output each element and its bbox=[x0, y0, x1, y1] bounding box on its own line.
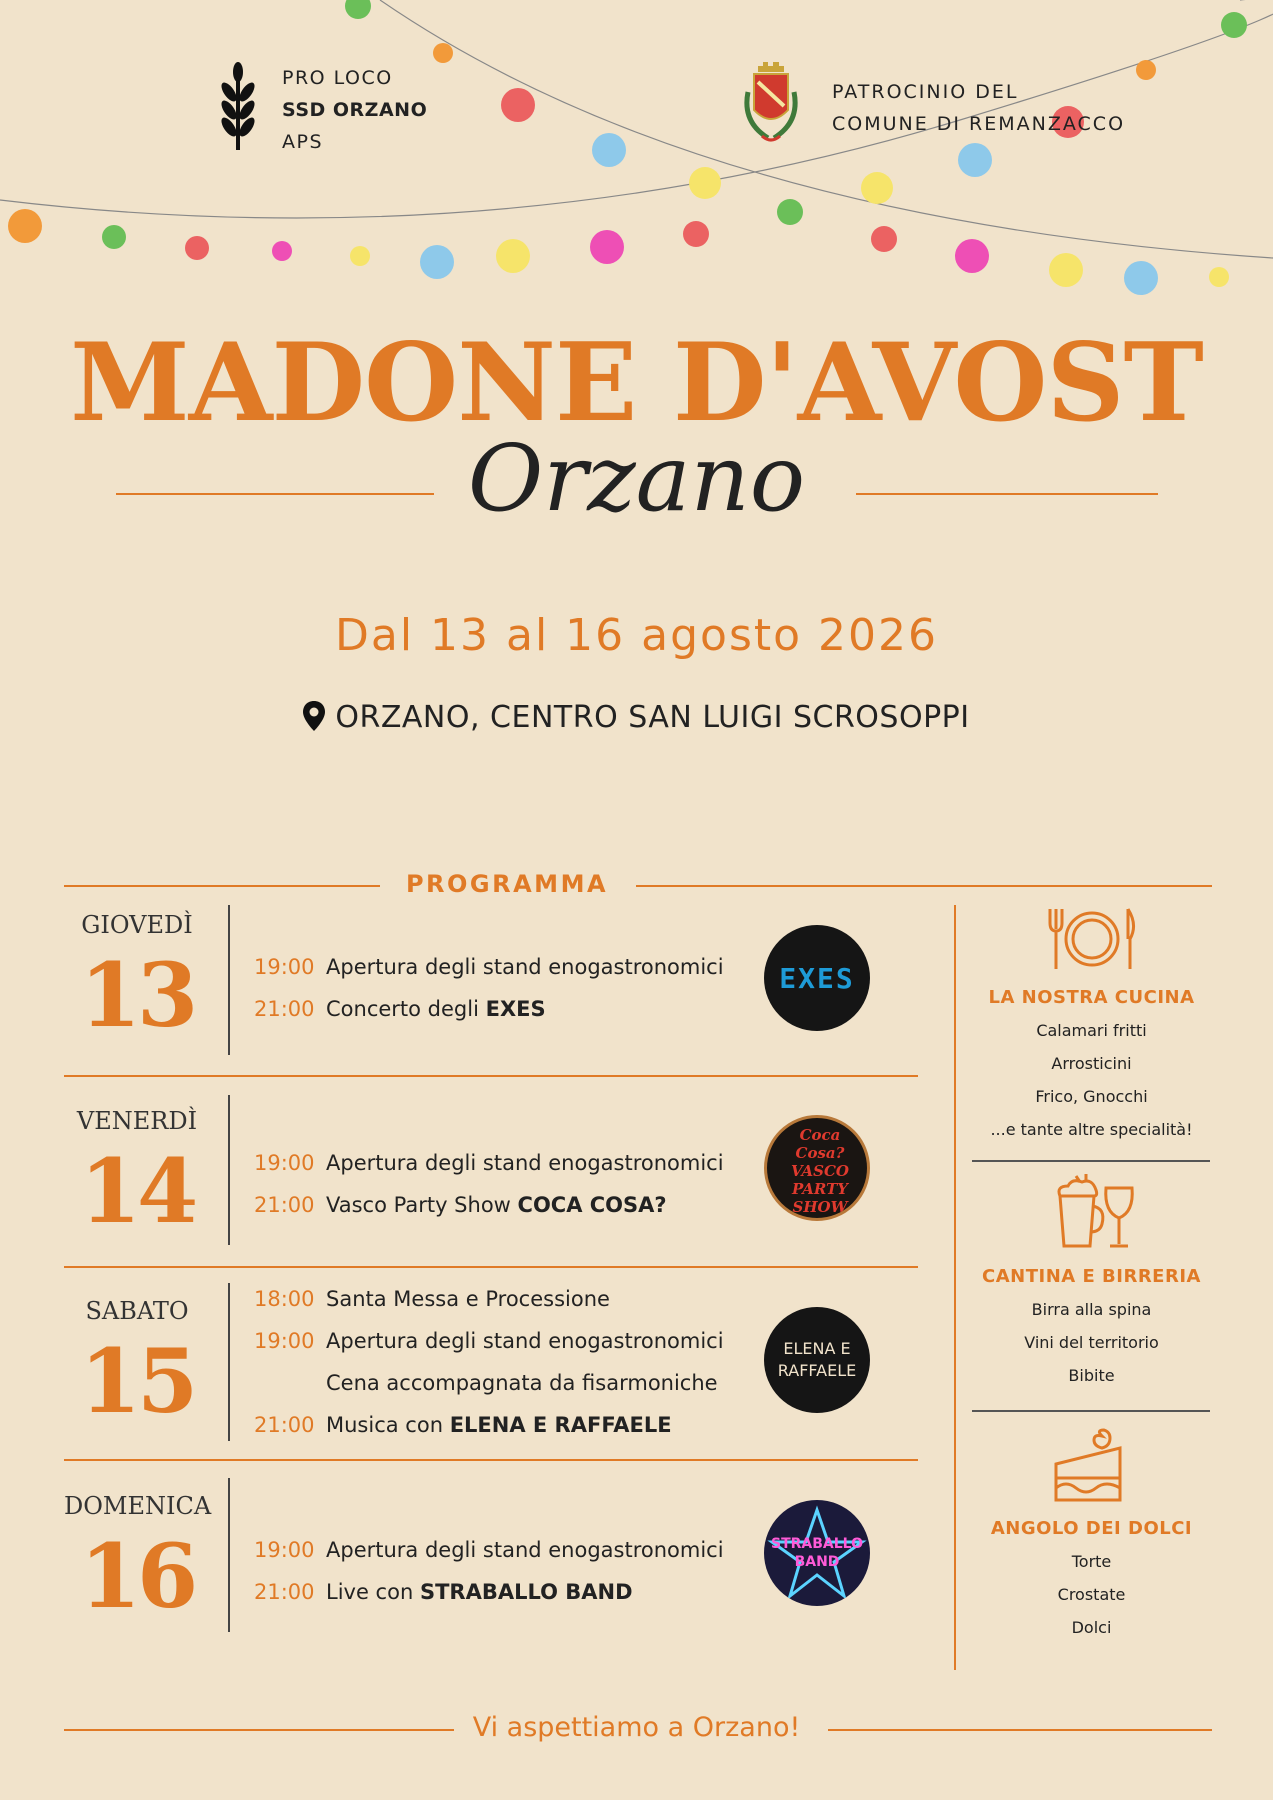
location-pin-icon bbox=[303, 701, 325, 731]
event-time: 19:00 bbox=[254, 1151, 315, 1175]
light-bulb bbox=[272, 241, 292, 261]
light-bulb bbox=[871, 226, 897, 252]
plate-cutlery-icon bbox=[1046, 905, 1138, 973]
event-location bbox=[0, 700, 1273, 735]
sidebar-separator bbox=[972, 1410, 1210, 1412]
event-dates: Dal 13 al 16 agosto 2026 bbox=[334, 610, 939, 661]
event-time: 21:00 bbox=[254, 1413, 315, 1437]
pro-loco-line-3: APS bbox=[282, 131, 324, 153]
footer-text: Vi aspettiamo a Orzano! bbox=[472, 1712, 801, 1743]
light-bulb bbox=[501, 88, 535, 122]
badge-text: Coca Cosa? VASCO PARTY SHOW bbox=[791, 1126, 849, 1216]
sidebar-divider bbox=[954, 905, 956, 1670]
location-text: ORZANO, CENTRO SAN LUIGI SCROSOPPI bbox=[335, 700, 970, 735]
sidebar-section-cucina bbox=[970, 905, 1213, 1146]
badge-text: STRABALLO BAND bbox=[771, 1536, 863, 1570]
light-bulb bbox=[102, 225, 126, 249]
event-time: 19:00 bbox=[254, 955, 315, 979]
light-bulb bbox=[592, 133, 626, 167]
sidebar-item: Torte bbox=[1071, 1552, 1112, 1571]
event-row bbox=[254, 1371, 718, 1395]
day-separator bbox=[64, 1266, 918, 1268]
event-text: Vasco Party Show bbox=[326, 1193, 511, 1217]
event-row bbox=[254, 997, 546, 1021]
programma-rule-right bbox=[636, 885, 1212, 887]
event-row bbox=[254, 1193, 667, 1217]
sidebar-item: Vini del territorio bbox=[1024, 1333, 1159, 1352]
light-bulb bbox=[185, 236, 209, 260]
straballo-logo-badge bbox=[764, 1500, 870, 1606]
day-separator bbox=[64, 1075, 918, 1077]
light-bulb bbox=[590, 230, 624, 264]
light-bulb bbox=[345, 0, 371, 19]
sidebar-item: Bibite bbox=[1068, 1366, 1115, 1385]
light-bulb bbox=[1049, 253, 1083, 287]
event-artist: STRABALLO BAND bbox=[419, 1580, 633, 1604]
exes-logo-badge bbox=[764, 925, 870, 1031]
beer-wine-icon bbox=[1046, 1172, 1138, 1252]
day-block-15 bbox=[64, 1283, 918, 1441]
sidebar-item: Arrosticini bbox=[1051, 1054, 1132, 1073]
event-row bbox=[254, 1538, 724, 1562]
day-name: SABATO bbox=[85, 1297, 189, 1325]
day-divider bbox=[228, 1478, 230, 1632]
light-bulb bbox=[433, 43, 453, 63]
day-block-16 bbox=[64, 1478, 918, 1632]
event-text: Apertura degli stand enogastronomici bbox=[326, 1538, 724, 1562]
light-bulb bbox=[1221, 12, 1247, 38]
pro-loco-label bbox=[282, 62, 427, 158]
event-text: Musica con bbox=[326, 1413, 443, 1437]
badge-text: EXES bbox=[779, 961, 855, 995]
light-bulb bbox=[689, 167, 721, 199]
light-bulb bbox=[420, 245, 454, 279]
event-title: MADONE D'AVOST bbox=[70, 320, 1203, 446]
day-separator bbox=[64, 1459, 918, 1461]
day-name: GIOVEDÌ bbox=[81, 911, 193, 939]
event-time: 18:00 bbox=[254, 1287, 315, 1311]
event-text: Apertura degli stand enogastronomici bbox=[326, 1151, 724, 1175]
day-name: VENERDÌ bbox=[76, 1107, 198, 1135]
sidebar-item: Birra alla spina bbox=[1031, 1300, 1152, 1319]
light-bulb bbox=[777, 199, 803, 225]
event-text: Santa Messa e Processione bbox=[326, 1287, 610, 1311]
sidebar-heading: ANGOLO DEI DOLCI bbox=[990, 1518, 1193, 1539]
event-artist: COCA COSA? bbox=[517, 1193, 667, 1217]
day-number: 13 bbox=[79, 943, 195, 1047]
sidebar-item: Frico, Gnocchi bbox=[1035, 1087, 1148, 1106]
sidebar-item: Crostate bbox=[1057, 1585, 1126, 1604]
event-text: Concerto degli bbox=[326, 997, 479, 1021]
event-time: 19:00 bbox=[254, 1329, 315, 1353]
municipal-crest-icon bbox=[740, 62, 802, 146]
badge-text: ELENA E RAFFAELE bbox=[777, 1339, 857, 1380]
event-row bbox=[254, 1287, 610, 1311]
sidebar-section-dolci bbox=[970, 1428, 1213, 1644]
coca-cosa-logo-badge bbox=[764, 1115, 870, 1221]
wheat-icon bbox=[216, 62, 260, 152]
day-number: 16 bbox=[79, 1524, 195, 1628]
event-time: 21:00 bbox=[254, 1580, 315, 1604]
sidebar-section-cantina bbox=[970, 1172, 1213, 1392]
event-row bbox=[254, 1329, 724, 1353]
light-bulb bbox=[861, 172, 893, 204]
event-row bbox=[254, 1151, 724, 1175]
string-lights bbox=[0, 0, 1273, 300]
event-artist: EXES bbox=[485, 997, 546, 1021]
elena-raffaele-logo-badge bbox=[764, 1307, 870, 1413]
footer-rule-right bbox=[828, 1729, 1212, 1731]
day-name: DOMENICA bbox=[64, 1492, 212, 1520]
day-number: 15 bbox=[79, 1329, 195, 1433]
event-row bbox=[254, 1580, 633, 1604]
light-bulb bbox=[1209, 267, 1229, 287]
pro-loco-line-1: PRO LOCO bbox=[282, 67, 393, 89]
day-divider bbox=[228, 905, 230, 1055]
pro-loco-line-2: SSD ORZANO bbox=[282, 99, 428, 121]
day-divider bbox=[228, 1095, 230, 1245]
patrocinio-line-2: COMUNE DI REMANZACCO bbox=[832, 113, 1126, 135]
event-artist: ELENA E RAFFAELE bbox=[449, 1413, 672, 1437]
light-bulb bbox=[1124, 261, 1158, 295]
sidebar-item: Calamari fritti bbox=[1036, 1021, 1147, 1040]
day-block-13 bbox=[64, 905, 918, 1055]
sidebar-heading: CANTINA E BIRRERIA bbox=[982, 1266, 1201, 1287]
sidebar-item: Dolci bbox=[1071, 1618, 1112, 1637]
cake-icon bbox=[1050, 1428, 1134, 1504]
day-block-14 bbox=[64, 1095, 918, 1245]
light-bulb bbox=[1136, 60, 1156, 80]
event-time: 21:00 bbox=[254, 1193, 315, 1217]
event-text: Cena accompagnata da fisarmoniche bbox=[326, 1371, 718, 1395]
light-bulb bbox=[955, 239, 989, 273]
sidebar-separator bbox=[972, 1160, 1210, 1162]
patrocinio-line-1: PATROCINIO DEL bbox=[832, 81, 1019, 103]
event-text: Apertura degli stand enogastronomici bbox=[326, 1329, 724, 1353]
event-text: Live con bbox=[326, 1580, 414, 1604]
patrocinio-label bbox=[832, 76, 1125, 140]
day-number: 14 bbox=[79, 1139, 195, 1243]
event-time: 21:00 bbox=[254, 997, 315, 1021]
light-bulb bbox=[8, 209, 42, 243]
programma-rule-left bbox=[64, 885, 380, 887]
sidebar-item: ...e tante altre specialità! bbox=[990, 1120, 1193, 1139]
event-text: Apertura degli stand enogastronomici bbox=[326, 955, 724, 979]
event-row bbox=[254, 955, 724, 979]
event-time: 19:00 bbox=[254, 1538, 315, 1562]
event-subtitle: Orzano bbox=[467, 425, 806, 532]
light-bulb bbox=[350, 246, 370, 266]
day-divider bbox=[228, 1283, 230, 1441]
sidebar-heading: LA NOSTRA CUCINA bbox=[988, 987, 1195, 1008]
light-bulb bbox=[683, 221, 709, 247]
light-bulb bbox=[958, 143, 992, 177]
programma-title: PROGRAMMA bbox=[405, 870, 609, 898]
event-row bbox=[254, 1413, 672, 1437]
light-bulb bbox=[496, 239, 530, 273]
